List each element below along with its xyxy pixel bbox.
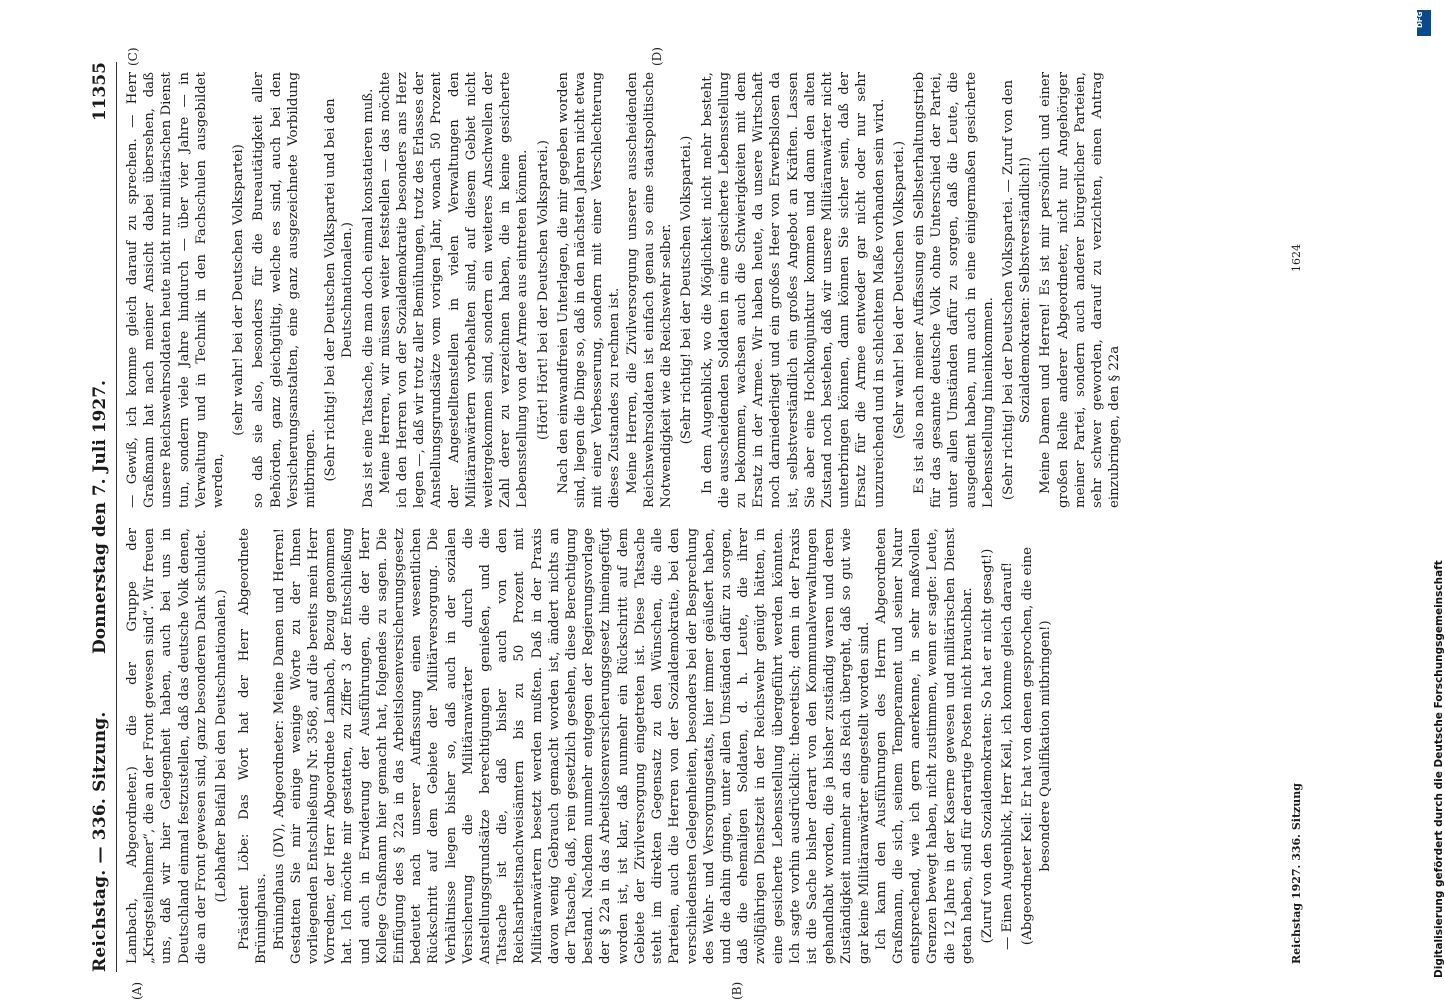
paragraph: Lambach, Abgeordneter.) die der Gruppe der „Kriegsteilnehmer“, die an der Front gewesen sind“. Wir freuen uns, daß wir hier Gelegenheit haben, auch bei uns in Deutschland einmal festzustellen, daß das deutsche Volk denen, die an der Front gewesen sind, ganz besonderen Dank schuldet. bbox=[125, 528, 209, 964]
paragraph: Ich kann den Ausführungen des Herrn Abgeordneten Graßmann, die sich, seinem Temperament und seiner Natur entsprechend, wie ich gern anerkenne, in sehr maßvollen Grenzen bewegt haben, nicht zustimmen, wenn er sagte: Leute, die 12 Jahre in der Kaserne gewesen und militärischen Dienst getan haben, sind für derartige Posten nicht brauchbar. bbox=[873, 528, 975, 964]
interjection: (sehr wahr! bei der Deutschen Volkspartei) bbox=[231, 144, 247, 436]
interjection: (Sehr richtig! bei der Deutschen Volkspartei und bei den Deutschnationalen.) bbox=[323, 98, 356, 482]
interjection: (Sehr richtig! bei der Deutschen Volkspartei. — Zuruf von den Sozialdemokraten: Selbstverständlich!) bbox=[1000, 79, 1034, 501]
margin-marker-c: (C) bbox=[126, 47, 140, 66]
interjection: (Hört! Hört! bei der Deutschen Volkspartei.) bbox=[535, 140, 551, 440]
paragraph: Meine Herren, wir müssen weiter feststellen — das möchte ich den Herren von der Sozialdemokratie besonders ans Herz legen —, daß wir trotz aller Bemühungen, trotz des Erlasses der Anstellungsgrundsätze vom vorigen Jahr, wonach 50 Prozent der Angestelltenstellen in vielen Verwaltungen den Militäranwärtern vorbehalten sind, auf diesem Gebiet nicht weitergekommen sind, sondern ein weiteres Anschwellen der Zahl derer zu verzeichnen haben, die in keine gesicherte Lebensstellung von der Armee aus eintreten können. bbox=[377, 72, 531, 508]
rotated-page-content bbox=[90, 47, 1410, 1000]
margin-marker-b: (B) bbox=[730, 981, 744, 1000]
margin-marker-a: (A) bbox=[130, 981, 144, 1000]
footer-signature-number: 1624 bbox=[1290, 244, 1303, 272]
paragraph: Brüninghaus (DV), Abgeordneter: Meine Damen und Herren! Gestatten Sie mir einige wenige Worte zu der Ihnen vorliegenden Entschließung Nr. 3568, auf die bereits mein Herr Vorredner, der Herr Abgeordnete Lambach, Bezug genommen hat. Ich möchte mir gestatten, zu Ziffer 3 der Entschließung und auch in Erwiderung der Ausführungen, die der Herr Kollege Graßmann hier gemacht hat, folgendes zu sagen. Die Einfügung des § 22a in das Arbeitslosenversicherungsgesetz bedeutet nach unserer Auffassung einen wesentlichen Rückschritt auf dem Gebiete der Militärversorgung. Die Verhältnisse liegen bisher so, daß auch in der sozialen Versicherung die Militäranwärter durch die Anstellungsgrundsätze berechtigungen genießen, und die Tatsache ist die, daß bisher auch von den Reichsarbeitsnachweisämtern bis zu 50 Prozent mit Militäranwärtern besetzt werden mußten. Daß in der Praxis davon wenig Gebrauch gemacht worden ist, ändert nichts an der Tatsache, daß, rein gesetzlich gesehen, diese Berechtigung bestand. Nachdem nunmehr entgegen der Regierungsvorlage der § 22a in das Arbeitslosenversicherungsgesetz hineingefügt worden ist, ist klar, daß nunmehr ein Rückschritt auf dem Gebiete der Zivilversorgung eingetreten ist. Diese Tatsache steht im direkten Gegensatz zu den Wünschen, die alle Parteien, auch die Herren von der Sozialdemokratie, bei den verschiedensten Gelegenheiten, besonders bei der Besprechung des Wehr- und Versorgungsetats, hier immer geäußert haben, und die dahin gingen, unter allen Umständen dafür zu sorgen, daß die ehemaligen Soldaten, d. h. Leute, die ihrer zwölfjährigen Dienstzeit in der Reichswehr genügt hätten, in eine gesicherte Lebensstellung übergeführt werden könnten. Ich sagte vorhin ausdrücklich: theoretisch; denn in der Praxis ist die Sache bisher derart von den Kommunalverwaltungen gehandhabt worden, die ja bisher zuständig waren und deren Zuständigkeit nunmehr an das Reich übergeht, daß so gut wie gar keine Militäranwärter eingestellt worden sind. bbox=[271, 528, 872, 964]
interjection: (Lebhafter Beifall bei den Deutschnationalen.) bbox=[214, 589, 230, 903]
paragraph: In dem Augenblick, wo die Möglichkeit nicht mehr besteht, die ausscheidenden Soldaten in eine gesicherte Lebensstellung zu bekommen, wachsen auch die Schwierigkeiten mit dem Ersatz in der Armee. Wir haben heute, da unsere Wirtschaft noch darniederliegt und ein großes Heer von Erwerbslosen da ist, selbstverständlich ein großes Angebot an Kräften. Lassen Sie aber eine Hochkonjunktur kommen und dann den alten Zustand noch bestehen, daß wir unsere Militäranwärter nicht unterbringen können, dann können Sie sicher sein, daß der Ersatz für die Armee entweder gar nicht oder nur sehr unzureichend und in schlechtem Maße vorhanden sein wird. bbox=[699, 72, 887, 508]
paragraph: Meine Damen und Herren! Es ist mir persönlich und einer großen Reihe anderer Abgeordneter, nicht nur Angehöriger meiner Partei, sondern auch anderer bürgerlicher Parteien, sehr schwer geworden, darauf zu verzichten, einen Antrag einzubringen, den § 22a bbox=[1038, 72, 1123, 508]
side-credit bbox=[1416, 8, 1445, 988]
left-column bbox=[124, 528, 1284, 964]
paragraph: Meine Herren, die Zivilversorgung unserer ausscheidenden Reichswehrsoldaten ist einfach genau so eine staatspolitische Notwendigkeit wie die Reichswehr selber. bbox=[624, 72, 675, 508]
paragraph: Präsident Löbe: Das Wort hat der Herr Abgeordnete Brüninghaus. bbox=[237, 528, 270, 964]
paragraph: Nach den einwandfreien Unterlagen, die mir gegeben worden sind, liegen die Dinge so, daß in den nächsten Jahren nicht etwa mit einer Verbesserung, sondern mit einer Verschlechterung dieses Zustandes zu rechnen ist. bbox=[555, 72, 623, 508]
page-number: 11355 bbox=[90, 62, 110, 122]
interjection: (Sehr wahr! bei der Deutschen Volkspartei.) bbox=[891, 140, 907, 440]
paragraph: Es ist also nach meiner Auffassung ein Selbsterhaltungstrieb für das gesamte deutsche Volk ohne Unterschied der Partei, unter allen Umständen dafür zu sorgen, daß die Leute, die ausgedient haben, nun auch in eine einigermaßen gesicherte Lebensstellung hineinkommen. bbox=[911, 72, 996, 508]
margin-marker-d: (D) bbox=[650, 47, 664, 66]
interjection: (Sehr richtig! bei der Deutschen Volkspartei.) bbox=[679, 135, 695, 445]
interjection: (Abgeordneter Keil: Er hat von denen gesprochen, die eine besondere Qualifikation mitbringen!) bbox=[1020, 546, 1053, 946]
right-column bbox=[124, 72, 1284, 508]
paragraph: Das ist eine Tatsache, die man doch einmal konstatieren muß. bbox=[360, 88, 376, 508]
header-rule bbox=[116, 62, 117, 972]
dfg-logo-text: DFG bbox=[1416, 11, 1424, 28]
paragraph: — Einen Augenblick, Herr Keil, ich komme gleich darauf! bbox=[1000, 561, 1016, 950]
paragraph: so daß sie also, besonders für die Bureautätigkeit aller Behörden, ganz gleichgültig, welche es sind, auch bei den Versicherungsanstalten, eine ganz ausgezeichnete Vorbildung mitbringen. bbox=[251, 72, 319, 508]
header-date: Donnerstag den 7. Juli 1927. bbox=[90, 380, 110, 654]
header-left: Reichstag. — 336. Sitzung. bbox=[90, 711, 110, 972]
document-page bbox=[90, 47, 1410, 1000]
paragraph: — Gewiß, ich komme gleich darauf zu sprechen. — Herr Graßmann hat nach meiner Ansicht dabei übersehen, daß unsere Reichswehrsoldaten heute nicht nur militärischen Dienst tun, sondern viele Jahre hindurch — über vier Jahre — in Verwaltung und in Technik in den Fachschulen ausgebildet werden, bbox=[125, 72, 227, 508]
footer-left: Reichstag 1927. 336. Sitzung bbox=[1290, 783, 1303, 964]
digitization-credit: Digitalisierung gefördert durch die Deutsche Forschungsgemeinschaft bbox=[1433, 560, 1445, 978]
interjection: (Zuruf von den Sozialdemokraten: So hat er nicht gesagt!) bbox=[979, 548, 995, 944]
